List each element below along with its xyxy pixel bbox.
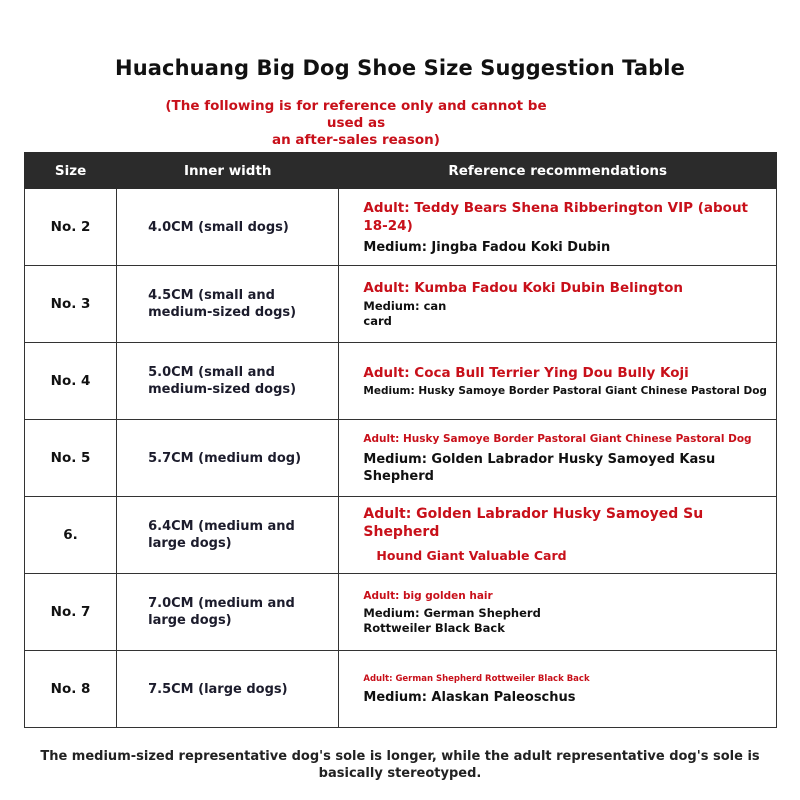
size-cell: No. 2	[25, 189, 117, 266]
table-header-row	[25, 153, 777, 189]
reference-cell	[339, 266, 777, 343]
medium-line: Rottweiler Black Back	[363, 620, 505, 635]
reference-cell	[339, 343, 777, 420]
table-row	[25, 189, 777, 266]
inner-width-cell: 5.0CM (small and medium-sized dogs)	[117, 343, 339, 420]
header-reference: Reference recommendations	[339, 153, 777, 189]
table-row	[25, 420, 777, 497]
reference-cell	[339, 651, 777, 728]
header-inner-width: Inner width	[117, 153, 339, 189]
table-row	[25, 343, 777, 420]
adult-recommendation: Adult: Coca Bull Terrier Ying Dou Bully Koji	[363, 364, 689, 381]
inner-width-cell: 4.5CM (small and medium-sized dogs)	[117, 266, 339, 343]
medium-line: card	[363, 314, 392, 328]
size-cell: No. 7	[25, 574, 117, 651]
medium-line: Medium: can	[363, 299, 447, 313]
inner-width-cell: 7.0CM (medium and large dogs)	[117, 574, 339, 651]
table-row	[25, 266, 777, 343]
reference-cell	[339, 189, 777, 266]
size-table	[24, 152, 777, 728]
inner-width-cell: 4.0CM (small dogs)	[117, 189, 339, 266]
inner-width-cell: 5.7CM (medium dog)	[117, 420, 339, 497]
reference-cell	[339, 420, 777, 497]
table-row	[25, 574, 777, 651]
size-cell: No. 4	[25, 343, 117, 420]
footer-note: The medium-sized representative dog's sole is longer, while the adult representative dog's sole is basically stereotyped.	[40, 749, 760, 781]
header-size: Size	[25, 153, 117, 189]
adult-recommendation-continued: Hound Giant Valuable Card	[376, 548, 567, 563]
medium-recommendation: Medium: Jingba Fadou Koki Dubin	[363, 239, 611, 255]
inner-width-cell: 6.4CM (medium and large dogs)	[117, 497, 339, 574]
adult-recommendation: Adult: Kumba Fadou Koki Dubin Belington	[363, 280, 683, 296]
medium-line: Medium: German Shepherd	[363, 605, 541, 620]
medium-recommendation: Medium: Alaskan Paleoschus	[363, 689, 576, 705]
inner-width-cell: 7.5CM (large dogs)	[117, 651, 339, 728]
page-title: Huachuang Big Dog Shoe Size Suggestion Table	[115, 56, 685, 80]
adult-recommendation: Adult: Husky Samoye Border Pastoral Giant Chinese Pastoral Dog	[363, 432, 752, 445]
table-row	[25, 497, 777, 574]
size-cell: No. 8	[25, 651, 117, 728]
adult-recommendation: Adult: Teddy Bears Shena Ribberington VIP (about 18-24)	[363, 199, 749, 234]
medium-recommendation	[363, 299, 770, 329]
adult-recommendation: Adult: Golden Labrador Husky Samoyed Su Shepherd	[363, 506, 704, 540]
medium-recommendation: Medium: Golden Labrador Husky Samoyed Kasu Shepherd	[363, 451, 716, 484]
disclaimer-line-2: an after-sales reason)	[272, 132, 440, 148]
table-row	[25, 651, 777, 728]
disclaimer-note	[150, 98, 562, 149]
reference-cell	[339, 574, 777, 651]
size-cell: No. 5	[25, 420, 117, 497]
adult-recommendation: Adult: big golden hair	[363, 589, 493, 602]
disclaimer-line-1: (The following is for reference only and cannot be used as	[165, 98, 547, 131]
adult-recommendation: Adult: German Shepherd Rottweiler Black Back	[363, 673, 590, 684]
medium-recommendation: Medium: Husky Samoye Border Pastoral Giant Chinese Pastoral Dog	[363, 384, 767, 397]
size-cell: No. 3	[25, 266, 117, 343]
size-cell: 6.	[25, 497, 117, 574]
reference-cell	[339, 497, 777, 574]
medium-recommendation	[363, 606, 770, 636]
